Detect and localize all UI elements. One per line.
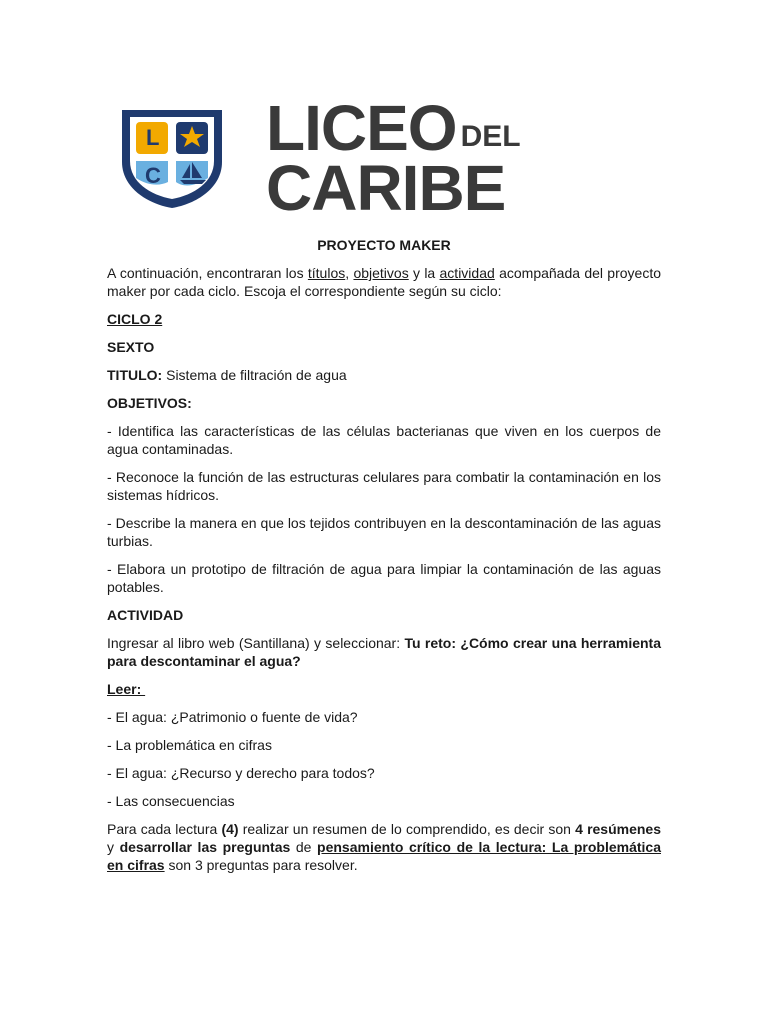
final-text: realizar un resumen de lo comprendido, es decir son	[238, 821, 576, 837]
objetivo-item: - Reconoce la función de las estructuras celulares para combatir la contaminación en los sistemas hídricos.	[107, 469, 661, 503]
intro-word-objetivos: objetivos	[353, 265, 409, 281]
intro-text: y la	[408, 265, 440, 281]
final-text: de	[290, 839, 318, 855]
final-text: y	[107, 839, 120, 855]
final-resumenes: 4 resúmenes	[575, 821, 662, 837]
lectura-item: - La problemática en cifras	[107, 737, 272, 753]
final-count: (4)	[221, 821, 239, 837]
final-pensamiento-critico: pensamiento crítico de la lectura: La problemática en cifras	[107, 839, 661, 873]
actividad-paragraph	[107, 634, 661, 670]
objetivo-item: - Elabora un prototipo de filtración de agua para limpiar la contaminación de las aguas potables.	[107, 561, 661, 595]
document-body	[107, 236, 661, 884]
crest-letter-l: L	[146, 125, 160, 150]
shield-crest-icon	[116, 106, 228, 210]
final-text: son 3 preguntas para resolver.	[164, 857, 358, 873]
wordmark-liceo: LICEO	[266, 92, 457, 164]
leer-heading: Leer:	[107, 681, 146, 697]
objetivos-heading: OBJETIVOS:	[107, 395, 192, 411]
intro-word-titulos: títulos	[307, 265, 346, 281]
titulo-value: Sistema de filtración de agua	[162, 367, 347, 383]
wordmark-del: DEL	[460, 120, 521, 153]
titulo-line	[107, 366, 661, 384]
intro-text: acompañada del proyecto maker por cada ciclo. Escoja el correspondiente según su ciclo:	[107, 265, 662, 299]
lectura-item: - Las consecuencias	[107, 793, 235, 809]
crest-letter-c: C	[145, 163, 161, 188]
school-logo	[108, 92, 548, 224]
actividad-reto: Tu reto: ¿Cómo crear una herramienta para descontaminar el agua?	[107, 635, 661, 669]
lectura-item: - El agua: ¿Recurso y derecho para todos?	[107, 765, 375, 781]
wordmark-caribe: CARIBE	[266, 152, 506, 224]
document-title: PROYECTO MAKER	[317, 237, 451, 253]
objetivo-item: - Describe la manera en que los tejidos contribuyen en la descontaminación de las aguas turbias.	[107, 515, 661, 549]
school-wordmark	[266, 92, 521, 224]
wordmark-line-1	[266, 92, 521, 164]
grado-heading: SEXTO	[107, 339, 155, 355]
intro-text: ,	[345, 265, 354, 281]
final-text: Para cada lectura	[107, 821, 222, 837]
actividad-text: Ingresar al libro web (Santillana) y seleccionar:	[107, 635, 405, 651]
intro-paragraph	[107, 264, 661, 300]
titulo-label: TITULO:	[107, 367, 163, 383]
lectura-item: - El agua: ¿Patrimonio o fuente de vida?	[107, 709, 358, 725]
final-preguntas: desarrollar las preguntas	[119, 839, 291, 855]
objetivo-item: - Identifica las características de las células bacterianas que viven en los cuerpos de agua contaminadas.	[107, 423, 661, 457]
actividad-heading: ACTIVIDAD	[107, 607, 184, 623]
final-paragraph	[107, 820, 661, 874]
ciclo-heading: CICLO 2	[107, 311, 163, 327]
intro-text: A continuación, encontraran los	[107, 265, 308, 281]
intro-word-actividad: actividad	[439, 265, 495, 281]
